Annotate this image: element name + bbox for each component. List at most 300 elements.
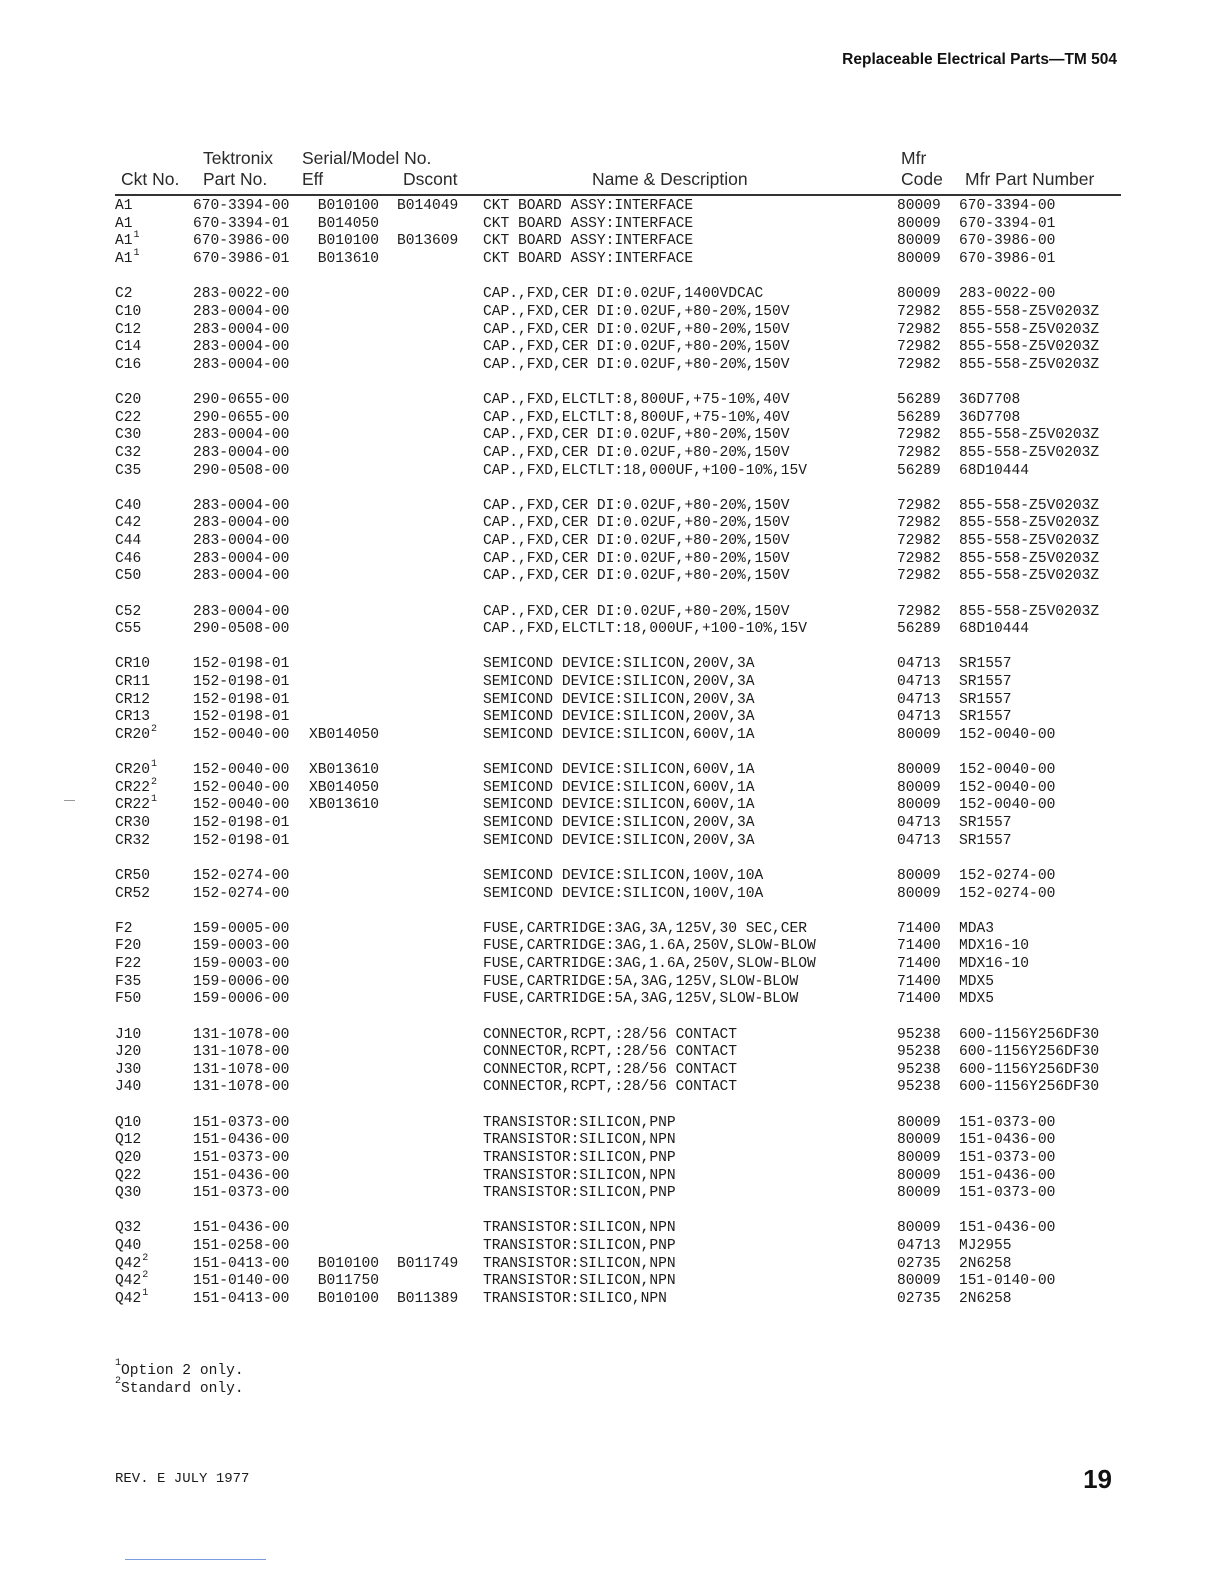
mfr-code: 80009 — [897, 797, 941, 814]
mfr-part-number: SR1557 — [959, 656, 1012, 673]
footnote-reference: 2 — [142, 1252, 149, 1264]
parts-row — [0, 1220, 1224, 1238]
parts-row — [0, 1027, 1224, 1045]
description: FUSE,CARTRIDGE:3AG,3A,125V,30 SEC,CER — [483, 920, 808, 937]
column-header-part-no: Part No. — [203, 169, 268, 189]
description: CAP.,FXD,CER DI:0.02UF,+80-20%,150V — [483, 497, 790, 514]
mfr-code: 80009 — [897, 1273, 941, 1290]
eff-serial: XB013610 — [308, 797, 379, 814]
part-number: 131-1078-00 — [193, 1079, 290, 1096]
eff-serial: B010100 — [317, 233, 379, 250]
mfr-code: 72982 — [897, 497, 941, 514]
part-number: 283-0022-00 — [193, 286, 290, 303]
description: CAP.,FXD,CER DI:0.02UF,+80-20%,150V — [483, 603, 790, 620]
mfr-part-number: 855-558-Z5V0203Z — [959, 321, 1100, 338]
parts-row — [0, 410, 1224, 428]
ckt-number: C22 — [115, 409, 142, 426]
mfr-part-number: 152-0040-00 — [959, 726, 1056, 743]
parts-row — [0, 794, 1224, 815]
column-header-tektronix: Tektronix — [203, 148, 274, 168]
part-number: 131-1078-00 — [193, 1044, 290, 1061]
footnote-reference: 1 — [151, 794, 158, 806]
mfr-code: 56289 — [897, 409, 941, 426]
ckt-number: Q12 — [115, 1132, 142, 1149]
part-number: 151-0258-00 — [193, 1238, 290, 1255]
parts-row — [0, 759, 1224, 780]
mfr-code: 71400 — [897, 973, 941, 990]
ckt-cell — [115, 1220, 141, 1238]
parts-group — [0, 921, 1224, 1009]
mfr-code: 71400 — [897, 920, 941, 937]
parts-group — [0, 759, 1224, 850]
ckt-cell — [115, 286, 133, 304]
part-number: 283-0004-00 — [193, 339, 290, 356]
ckt-number: A1 — [115, 215, 133, 232]
mfr-part-number: 152-0040-00 — [959, 762, 1056, 779]
mfr-code: 56289 — [897, 392, 941, 409]
part-number: 151-0373-00 — [193, 1114, 290, 1131]
eff-serial: B011750 — [317, 1273, 379, 1290]
mfr-code: 80009 — [897, 198, 941, 215]
ckt-number: A1 — [115, 198, 133, 215]
ckt-cell — [115, 463, 141, 481]
mfr-part-number: 600-1156Y256DF30 — [959, 1079, 1100, 1096]
ckt-cell — [115, 1115, 141, 1133]
part-number: 151-0413-00 — [193, 1290, 290, 1307]
ckt-cell — [115, 815, 150, 833]
ckt-cell — [115, 304, 141, 322]
parts-row — [0, 1270, 1224, 1291]
ckt-cell — [115, 357, 141, 375]
header-rule — [115, 194, 1121, 196]
ckt-number: Q42 — [115, 1273, 142, 1290]
description: CKT BOARD ASSY:INTERFACE — [483, 251, 694, 268]
description: TRANSISTOR:SILICON,NPN — [483, 1167, 676, 1184]
parts-row — [0, 230, 1224, 251]
part-number: 152-0040-00 — [193, 762, 290, 779]
description: SEMICOND DEVICE:SILICON,200V,3A — [483, 815, 755, 832]
description: CAP.,FXD,CER DI:0.02UF,+80-20%,150V — [483, 339, 790, 356]
parts-group — [0, 868, 1224, 903]
parts-group — [0, 1027, 1224, 1098]
description: SEMICOND DEVICE:SILICON,200V,3A — [483, 674, 755, 691]
ckt-number: C50 — [115, 568, 142, 585]
parts-group — [0, 392, 1224, 480]
mfr-code: 80009 — [897, 1185, 941, 1202]
ckt-number: Q20 — [115, 1149, 142, 1166]
parts-row — [0, 1115, 1224, 1133]
description: CKT BOARD ASSY:INTERFACE — [483, 198, 694, 215]
ckt-cell — [115, 656, 150, 674]
mfr-part-number: 151-0140-00 — [959, 1273, 1056, 1290]
part-number: 283-0004-00 — [193, 603, 290, 620]
revision-date: REV. E JULY 1977 — [115, 1471, 250, 1487]
ckt-number: Q32 — [115, 1220, 142, 1237]
mfr-part-number: 2N6258 — [959, 1290, 1012, 1307]
description: TRANSISTOR:SILICON,PNP — [483, 1238, 676, 1255]
column-header-eff: Eff — [302, 169, 324, 189]
mfr-part-number: 151-0436-00 — [959, 1220, 1056, 1237]
mfr-part-number: MDX16-10 — [959, 938, 1030, 955]
description: TRANSISTOR:SILICON,NPN — [483, 1220, 676, 1237]
mfr-code: 72982 — [897, 568, 941, 585]
mfr-part-number: 670-3394-00 — [959, 198, 1056, 215]
description: CAP.,FXD,CER DI:0.02UF,+80-20%,150V — [483, 533, 790, 550]
parts-row — [0, 1168, 1224, 1186]
ckt-cell — [115, 674, 150, 692]
parts-group — [0, 198, 1224, 269]
mfr-code: 72982 — [897, 339, 941, 356]
description: SEMICOND DEVICE:SILICON,100V,10A — [483, 867, 764, 884]
part-number: 151-0436-00 — [193, 1167, 290, 1184]
parts-row — [0, 198, 1224, 216]
description: SEMICOND DEVICE:SILICON,600V,1A — [483, 779, 755, 796]
part-number: 151-0436-00 — [193, 1220, 290, 1237]
mfr-part-number: 855-558-Z5V0203Z — [959, 444, 1100, 461]
ckt-cell — [115, 709, 150, 727]
ckt-number: CR10 — [115, 656, 151, 673]
ckt-cell — [115, 445, 141, 463]
ckt-number: CR32 — [115, 832, 151, 849]
ckt-number: C42 — [115, 515, 142, 532]
ckt-number: C44 — [115, 533, 142, 550]
ckt-number: CR20 — [115, 762, 151, 779]
parts-group — [0, 604, 1224, 639]
parts-row — [0, 286, 1224, 304]
part-number: 283-0004-00 — [193, 444, 290, 461]
part-number: 290-0508-00 — [193, 621, 290, 638]
description: TRANSISTOR:SILICO,NPN — [483, 1290, 667, 1307]
footnote-reference: 1 — [151, 759, 158, 771]
parts-row — [0, 709, 1224, 727]
part-number: 283-0004-00 — [193, 568, 290, 585]
ckt-number: Q42 — [115, 1255, 142, 1272]
mfr-code: 80009 — [897, 867, 941, 884]
mfr-part-number: 152-0274-00 — [959, 885, 1056, 902]
part-number: 151-0373-00 — [193, 1185, 290, 1202]
parts-row — [0, 815, 1224, 833]
description: TRANSISTOR:SILICON,PNP — [483, 1149, 676, 1166]
mfr-part-number: 670-3986-00 — [959, 233, 1056, 250]
mfr-part-number: MJ2955 — [959, 1238, 1012, 1255]
mfr-part-number: 855-558-Z5V0203Z — [959, 303, 1100, 320]
ckt-number: F2 — [115, 920, 133, 937]
parts-group — [0, 656, 1224, 744]
mfr-part-number: 151-0373-00 — [959, 1185, 1056, 1202]
footnote-reference: 2 — [142, 1270, 149, 1282]
mfr-code: 04713 — [897, 1238, 941, 1255]
mfr-code: 02735 — [897, 1290, 941, 1307]
mfr-code: 80009 — [897, 1132, 941, 1149]
mfr-code: 72982 — [897, 444, 941, 461]
ckt-number: CR11 — [115, 674, 151, 691]
mfr-part-number: MDA3 — [959, 920, 995, 937]
part-number: 151-0413-00 — [193, 1255, 290, 1272]
ckt-cell — [115, 868, 150, 886]
ckt-number: F50 — [115, 991, 142, 1008]
mfr-part-number: SR1557 — [959, 832, 1012, 849]
ckt-cell — [115, 1287, 149, 1310]
parts-row — [0, 427, 1224, 445]
part-number: 283-0004-00 — [193, 356, 290, 373]
parts-group — [0, 1220, 1224, 1308]
part-number: 670-3986-01 — [193, 251, 290, 268]
column-header-serial-model: Serial/Model No. — [302, 148, 432, 168]
parts-row — [0, 357, 1224, 375]
footnotes — [115, 1358, 244, 1398]
description: CAP.,FXD,CER DI:0.02UF,+80-20%,150V — [483, 550, 790, 567]
ckt-cell — [115, 692, 150, 710]
footnote-reference: 1 — [133, 230, 140, 242]
description: FUSE,CARTRIDGE:5A,3AG,125V,SLOW-BLOW — [483, 991, 799, 1008]
ckt-number: C16 — [115, 356, 142, 373]
mfr-part-number: MDX5 — [959, 973, 995, 990]
ckt-number: A1 — [115, 251, 133, 268]
ckt-number: C52 — [115, 603, 142, 620]
parts-row — [0, 921, 1224, 939]
ckt-number: F35 — [115, 973, 142, 990]
ckt-cell — [115, 833, 150, 851]
eff-serial: B010100 — [317, 1255, 379, 1272]
ckt-cell — [115, 991, 141, 1009]
description: SEMICOND DEVICE:SILICON,200V,3A — [483, 709, 755, 726]
mfr-code: 80009 — [897, 215, 941, 232]
ckt-number: J20 — [115, 1044, 142, 1061]
part-number: 152-0040-00 — [193, 779, 290, 796]
scan-artifact-line — [125, 1559, 266, 1560]
mfr-part-number: 855-558-Z5V0203Z — [959, 568, 1100, 585]
part-number: 152-0274-00 — [193, 885, 290, 902]
footnote-text: Standard only. — [121, 1380, 244, 1397]
mfr-code: 04713 — [897, 815, 941, 832]
mfr-code: 80009 — [897, 779, 941, 796]
description: CONNECTOR,RCPT,:28/56 CONTACT — [483, 1026, 737, 1043]
mfr-code: 72982 — [897, 427, 941, 444]
mfr-code: 80009 — [897, 885, 941, 902]
ckt-cell — [115, 392, 141, 410]
description: TRANSISTOR:SILICON,NPN — [483, 1255, 676, 1272]
column-header-ckt-no: Ckt No. — [121, 169, 180, 189]
eff-serial: XB013610 — [308, 762, 379, 779]
part-number: 283-0004-00 — [193, 303, 290, 320]
parts-row — [0, 692, 1224, 710]
mfr-part-number: 855-558-Z5V0203Z — [959, 356, 1100, 373]
column-header-dscont: Dscont — [403, 169, 458, 189]
ckt-number: C46 — [115, 550, 142, 567]
ckt-number: Q22 — [115, 1167, 142, 1184]
parts-row — [0, 1150, 1224, 1168]
mfr-part-number: 2N6258 — [959, 1255, 1012, 1272]
mfr-code: 04713 — [897, 656, 941, 673]
parts-row — [0, 723, 1224, 745]
description: FUSE,CARTRIDGE:5A,3AG,125V,SLOW-BLOW — [483, 973, 799, 990]
eff-serial: B013610 — [317, 251, 379, 268]
parts-group — [0, 1115, 1224, 1203]
part-number: 152-0040-00 — [193, 726, 290, 743]
footnote-reference: 1 — [142, 1287, 149, 1299]
mfr-code: 04713 — [897, 674, 941, 691]
parts-row — [0, 1062, 1224, 1080]
mfr-part-number: 152-0040-00 — [959, 797, 1056, 814]
mfr-code: 72982 — [897, 533, 941, 550]
ckt-cell — [115, 621, 141, 639]
part-number: 283-0004-00 — [193, 550, 290, 567]
mfr-code: 71400 — [897, 956, 941, 973]
mfr-code: 04713 — [897, 691, 941, 708]
mfr-part-number: 152-0040-00 — [959, 779, 1056, 796]
mfr-code: 80009 — [897, 1149, 941, 1166]
description: SEMICOND DEVICE:SILICON,600V,1A — [483, 762, 755, 779]
ckt-cell — [115, 427, 141, 445]
ckt-number: C40 — [115, 497, 142, 514]
ckt-number: C32 — [115, 444, 142, 461]
mfr-part-number: SR1557 — [959, 674, 1012, 691]
description: CAP.,FXD,CER DI:0.02UF,+80-20%,150V — [483, 515, 790, 532]
ckt-number: C35 — [115, 462, 142, 479]
part-number: 670-3986-00 — [193, 233, 290, 250]
ckt-cell — [115, 198, 133, 216]
mfr-part-number: 36D7708 — [959, 409, 1021, 426]
parts-row — [0, 833, 1224, 851]
ckt-cell — [115, 1132, 141, 1150]
parts-row — [0, 248, 1224, 269]
mfr-code: 95238 — [897, 1079, 941, 1096]
parts-row — [0, 974, 1224, 992]
footnote-mark: 1 — [115, 1358, 122, 1369]
ckt-cell — [115, 1044, 141, 1062]
parts-row — [0, 604, 1224, 622]
parts-row — [0, 216, 1224, 234]
description: CAP.,FXD,ELCTLT:18,000UF,+100-10%,15V — [483, 462, 808, 479]
part-number: 131-1078-00 — [193, 1026, 290, 1043]
ckt-cell — [115, 1238, 141, 1256]
parts-row — [0, 339, 1224, 357]
ckt-cell — [115, 974, 141, 992]
description: FUSE,CARTRIDGE:3AG,1.6A,250V,SLOW-BLOW — [483, 956, 816, 973]
mfr-code: 71400 — [897, 938, 941, 955]
description: CONNECTOR,RCPT,:28/56 CONTACT — [483, 1044, 737, 1061]
description: CKT BOARD ASSY:INTERFACE — [483, 233, 694, 250]
ckt-number: J30 — [115, 1061, 142, 1078]
ckt-cell — [115, 410, 141, 428]
description: SEMICOND DEVICE:SILICON,200V,3A — [483, 832, 755, 849]
mfr-code: 72982 — [897, 515, 941, 532]
dscont-serial: B014049 — [397, 198, 459, 215]
ckt-number: F22 — [115, 956, 142, 973]
footnote-reference: 2 — [151, 776, 158, 788]
eff-serial: XB014050 — [308, 726, 379, 743]
parts-row — [0, 621, 1224, 639]
mfr-part-number: 855-558-Z5V0203Z — [959, 339, 1100, 356]
ckt-cell — [115, 1150, 141, 1168]
mfr-part-number: 151-0436-00 — [959, 1167, 1056, 1184]
part-number: 290-0508-00 — [193, 462, 290, 479]
parts-group — [0, 498, 1224, 586]
ckt-number: C30 — [115, 427, 142, 444]
ckt-number: Q30 — [115, 1185, 142, 1202]
mfr-part-number: 855-558-Z5V0203Z — [959, 497, 1100, 514]
page-number: 19 — [1083, 1464, 1112, 1494]
ckt-cell — [115, 1062, 141, 1080]
ckt-number: Q42 — [115, 1290, 142, 1307]
parts-row — [0, 533, 1224, 551]
mfr-part-number: 855-558-Z5V0203Z — [959, 515, 1100, 532]
description: CAP.,FXD,CER DI:0.02UF,+80-20%,150V — [483, 356, 790, 373]
ckt-number: CR22 — [115, 797, 151, 814]
ckt-cell — [115, 921, 133, 939]
mfr-code: 02735 — [897, 1255, 941, 1272]
description: TRANSISTOR:SILICON,PNP — [483, 1185, 676, 1202]
ckt-number: C12 — [115, 321, 142, 338]
part-number: 151-0140-00 — [193, 1273, 290, 1290]
mfr-code: 71400 — [897, 991, 941, 1008]
description: CAP.,FXD,ELCTLT:8,800UF,+75-10%,40V — [483, 392, 790, 409]
parts-row — [0, 656, 1224, 674]
part-number: 290-0655-00 — [193, 392, 290, 409]
ckt-cell — [115, 1168, 141, 1186]
ckt-cell — [115, 1079, 141, 1097]
ckt-number: Q40 — [115, 1238, 142, 1255]
mfr-part-number: 68D10444 — [959, 462, 1030, 479]
description: CONNECTOR,RCPT,:28/56 CONTACT — [483, 1079, 737, 1096]
dscont-serial: B011389 — [397, 1290, 459, 1307]
footnote-text: Option 2 only. — [121, 1363, 244, 1379]
parts-row — [0, 304, 1224, 322]
scan-artifact-mark — [64, 800, 75, 801]
description: CONNECTOR,RCPT,:28/56 CONTACT — [483, 1061, 737, 1078]
ckt-number: CR13 — [115, 709, 151, 726]
description: CAP.,FXD,CER DI:0.02UF,+80-20%,150V — [483, 568, 790, 585]
part-number: 151-0436-00 — [193, 1132, 290, 1149]
description: FUSE,CARTRIDGE:3AG,1.6A,250V,SLOW-BLOW — [483, 938, 816, 955]
eff-serial: B014050 — [317, 215, 379, 232]
description: SEMICOND DEVICE:SILICON,600V,1A — [483, 797, 755, 814]
ckt-cell — [115, 322, 141, 340]
part-number: 159-0005-00 — [193, 920, 290, 937]
parts-row — [0, 674, 1224, 692]
column-header-name-description: Name & Description — [592, 169, 748, 189]
ckt-number: J40 — [115, 1079, 142, 1096]
part-number: 159-0003-00 — [193, 956, 290, 973]
part-number: 152-0198-01 — [193, 832, 290, 849]
eff-serial: B010100 — [317, 1290, 379, 1307]
parts-row — [0, 445, 1224, 463]
parts-row — [0, 1079, 1224, 1097]
footnote — [115, 1375, 244, 1399]
mfr-code: 72982 — [897, 303, 941, 320]
part-number: 670-3394-00 — [193, 198, 290, 215]
part-number: 152-0198-01 — [193, 691, 290, 708]
ckt-cell — [115, 723, 158, 746]
part-number: 283-0004-00 — [193, 515, 290, 532]
parts-row — [0, 392, 1224, 410]
ckt-number: CR12 — [115, 691, 151, 708]
mfr-code: 72982 — [897, 321, 941, 338]
mfr-code: 04713 — [897, 832, 941, 849]
description: CAP.,FXD,CER DI:0.02UF,+80-20%,150V — [483, 427, 790, 444]
description: CAP.,FXD,CER DI:0.02UF,+80-20%,150V — [483, 444, 790, 461]
ckt-number: Q10 — [115, 1114, 142, 1131]
parts-group — [0, 286, 1224, 374]
mfr-code: 80009 — [897, 233, 941, 250]
ckt-cell — [115, 604, 141, 622]
description: SEMICOND DEVICE:SILICON,200V,3A — [483, 656, 755, 673]
mfr-code: 80009 — [897, 1167, 941, 1184]
mfr-part-number: 855-558-Z5V0203Z — [959, 533, 1100, 550]
ckt-cell — [115, 956, 141, 974]
part-number: 159-0006-00 — [193, 991, 290, 1008]
ckt-number: CR52 — [115, 885, 151, 902]
